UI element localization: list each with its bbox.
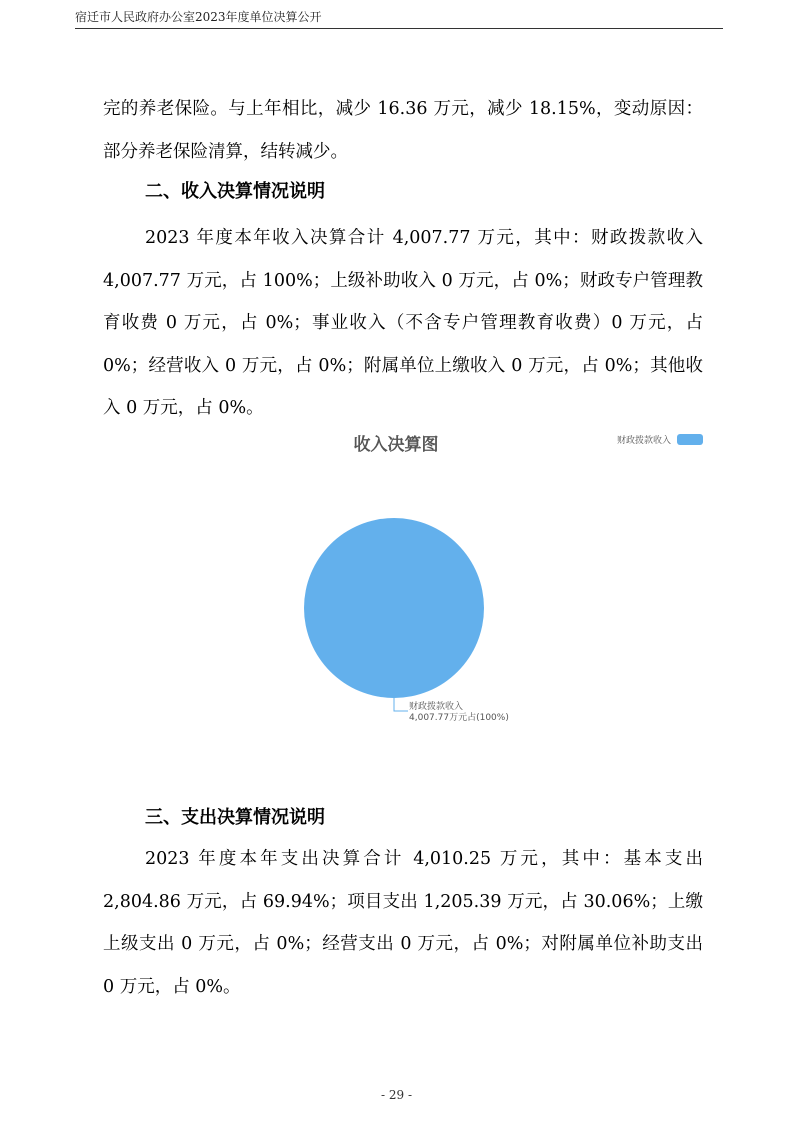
legend-label: 财政拨款收入 xyxy=(617,436,672,446)
chart-legend xyxy=(617,433,703,446)
pie-slice-0 xyxy=(304,518,484,698)
section-heading-income: 二、收入决算情况说明 xyxy=(145,181,325,202)
chart-title: 收入决算图 xyxy=(353,435,439,455)
page-number: - 29 - xyxy=(380,1088,412,1102)
header-divider xyxy=(75,28,723,29)
callout-value: 4,007.77万元占(100%) xyxy=(409,713,509,723)
page-header: 宿迁市人民政府办公室2023年度单位决算公开 xyxy=(75,10,322,24)
pie-chart xyxy=(290,510,500,720)
paragraph-income xyxy=(103,217,709,430)
pie-callout xyxy=(409,702,509,724)
legend-swatch xyxy=(677,434,703,445)
paragraph-pension: 完的养老保险。与上年相比，减少 16.36 万元，减少 18.15%，变动原因：部分养老保险清算，结转减少。 xyxy=(103,99,703,162)
section-heading-expenditure: 三、支出决算情况说明 xyxy=(145,807,325,828)
paragraph-expenditure xyxy=(103,838,709,1008)
paragraph-expenditure-text: 2023 年度本年支出决算合计 4,010.25 万元，其中：基本支出 2,804.86 万元，占 69.94%；项目支出 1,205.39 万元，占 30.06%；上缴上级支出 0 万元，占 0%；经营支出 0 万元，占 0%；对附属单位补助支出 0 万元，占 0%。 xyxy=(103,849,709,997)
paragraph-income-text: 2023 年度本年收入决算合计 4,007.77 万元，其中：财政拨款收入 4,007.77 万元，占 100%；上级补助收入 0 万元，占 0%；财政专户管理教育收费 0 万元，占 0%；事业收入（不含专户管理教育收费）0 万元，占 0%；经营收入 0 万元，占 0%；附属单位上缴收入 0 万元，占 0%；其他收入 0 万元，占 0%。 xyxy=(103,228,709,418)
callout-label: 财政拨款收入 xyxy=(409,702,464,712)
callout-leader-line xyxy=(394,697,408,711)
